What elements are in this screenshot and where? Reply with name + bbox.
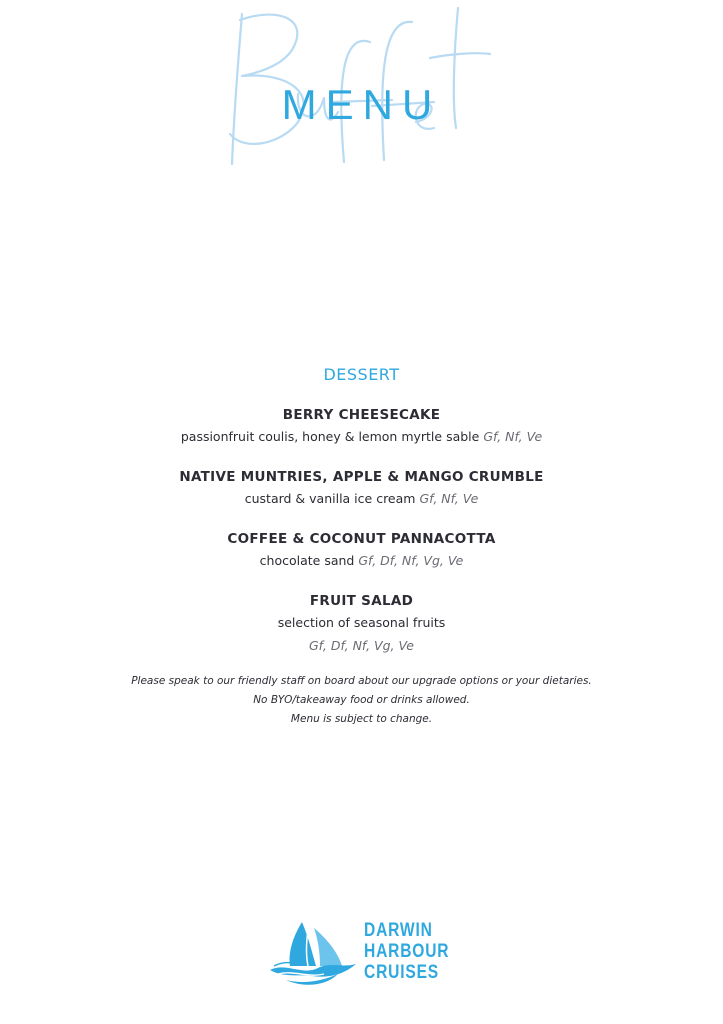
menu-title: MENU (281, 81, 442, 128)
item-dietary-codes: Gf, Nf, Ve (419, 491, 479, 506)
item-name: BERRY CHEESECAKE (282, 407, 441, 423)
logo-line-cruises: CRUISES (364, 962, 440, 983)
item-name: NATIVE MUNTRIES, APPLE & MANGO CRUMBLE (179, 469, 544, 485)
menu-header (0, 0, 723, 180)
menu-item-coffee-coconut-pannacotta (0, 528, 723, 572)
item-name: COFFEE & COCONUT PANNACOTTA (227, 531, 496, 547)
item-description (0, 550, 723, 572)
item-description-text: custard & vanilla ice cream (244, 491, 416, 506)
item-description (0, 426, 723, 448)
sail-boat-wave-icon (268, 916, 360, 988)
dessert-section (0, 364, 723, 729)
logo-wordmark (364, 920, 468, 983)
logo-line-darwin: DARWIN (364, 920, 433, 941)
item-dietary-codes: Gf, Df, Nf, Vg, Ve (309, 638, 414, 653)
menu-item-native-muntries-crumble (0, 466, 723, 510)
menu-item-fruit-salad (0, 590, 723, 658)
note-subject-to-change: Menu is subject to change. (290, 713, 433, 725)
note-dietaries: Please speak to our friendly staff on board about our upgrade options or your dietaries. (131, 675, 592, 687)
item-description (0, 488, 723, 510)
item-dietary-codes: Gf, Nf, Ve (483, 429, 543, 444)
logo-line-harbour: HARBOUR (364, 941, 450, 962)
darwin-harbour-cruises-logo (268, 916, 458, 988)
item-name: FRUIT SALAD (309, 593, 414, 609)
item-description-text: selection of seasonal fruits (277, 615, 446, 630)
item-dietary-codes: Gf, Df, Nf, Vg, Ve (358, 553, 464, 568)
menu-notes (0, 672, 723, 729)
section-title: DESSERT (323, 365, 400, 384)
menu-item-berry-cheesecake (0, 404, 723, 448)
note-byo: No BYO/takeaway food or drinks allowed. (253, 694, 470, 706)
item-description-text: chocolate sand (259, 553, 355, 568)
item-description-text: passionfruit coulis, honey & lemon myrtle sable (180, 429, 480, 444)
